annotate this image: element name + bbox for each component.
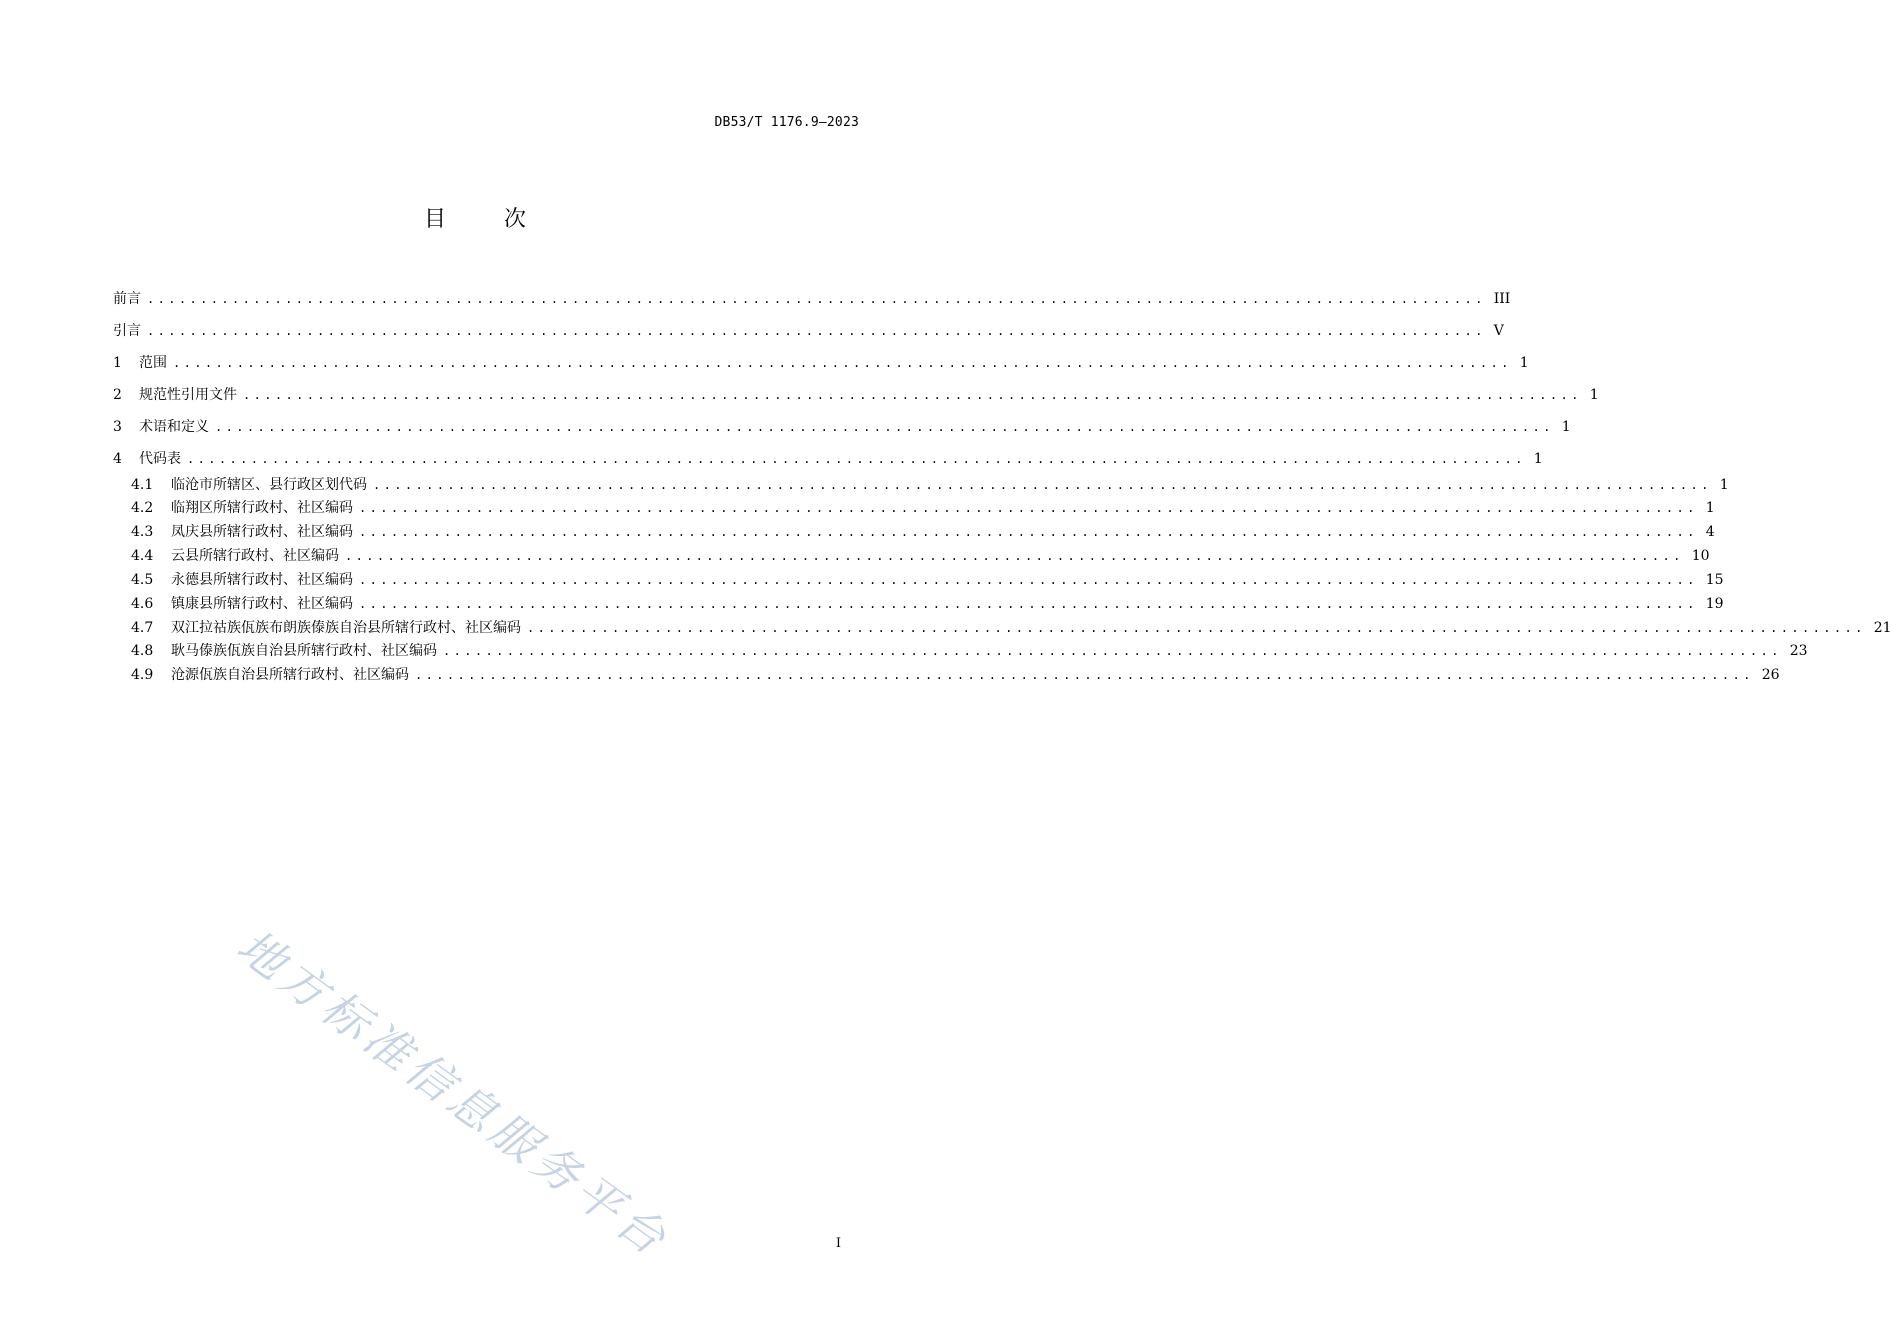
toc-label: 引言 (113, 323, 141, 339)
toc-leader: .............................................................................................................................. (373, 478, 1712, 492)
toc-label: 耿马傣族佤族自治县所辖行政村、社区编码 (171, 643, 437, 659)
toc-label: 临翔区所辖行政村、社区编码 (171, 500, 353, 516)
toc-entry-4-6[interactable] (131, 594, 1724, 614)
toc-number: 4 (113, 451, 122, 467)
toc-number: 4.5 (131, 572, 154, 588)
toc-leader: .............................................................................................................................. (345, 549, 1684, 563)
toc-number: 1 (113, 355, 122, 371)
toc-page: 15 (1705, 572, 1724, 588)
toc-number: 4.6 (131, 596, 154, 612)
toc-label: 永德县所辖行政村、社区编码 (171, 572, 353, 588)
toc-page: 1 (1533, 451, 1543, 467)
toc-number: 4.1 (131, 477, 154, 493)
toc-number: 2 (113, 387, 122, 403)
toc-leader: .............................................................................................................................. (359, 501, 1698, 515)
toc-number: 4.7 (131, 620, 154, 636)
toc-leader: .............................................................................................................................. (527, 621, 1866, 635)
toc-entry-4-3[interactable] (131, 522, 1715, 542)
toc-leader: .............................................................................................................................. (359, 597, 1698, 611)
toc-leader: .............................................................................................................................. (215, 420, 1554, 434)
toc-label: 双江拉祜族佤族布朗族傣族自治县所辖行政村、社区编码 (171, 620, 521, 636)
toc-entry-4-2[interactable] (131, 498, 1715, 518)
document-code: DB53/T 1176.9—2023 (714, 115, 859, 130)
toc-label: 术语和定义 (139, 419, 209, 435)
toc-page: V (1493, 323, 1504, 339)
page-number: I (835, 1236, 841, 1251)
page-title: 目次 (423, 207, 584, 232)
toc-leader: .............................................................................................................................. (147, 324, 1486, 338)
toc-number: 4.4 (131, 548, 154, 564)
toc-label: 凤庆县所辖行政村、社区编码 (171, 524, 353, 540)
toc-entry-introduction[interactable] (113, 321, 1504, 341)
toc-leader: .............................................................................................................................. (359, 525, 1698, 539)
toc-entry-4-8[interactable] (131, 641, 1808, 661)
toc-page: 26 (1761, 667, 1780, 683)
toc-leader: .............................................................................................................................. (187, 452, 1526, 466)
toc-number: 4.9 (131, 667, 154, 683)
toc-entry-4-5[interactable] (131, 570, 1724, 590)
toc-leader: .............................................................................................................................. (359, 573, 1698, 587)
toc-label: 规范性引用文件 (139, 387, 237, 403)
toc-number: 3 (113, 419, 122, 435)
toc-page: 23 (1789, 643, 1808, 659)
toc-entry-4-4[interactable] (131, 546, 1710, 566)
toc-entry-4[interactable] (113, 449, 1543, 469)
toc-page: 4 (1705, 524, 1715, 540)
toc-label: 范围 (139, 355, 167, 371)
toc-leader: .............................................................................................................................. (243, 388, 1582, 402)
toc-label: 镇康县所辖行政村、社区编码 (171, 596, 353, 612)
toc-entry-4-9[interactable] (131, 665, 1780, 685)
toc-leader: .............................................................................................................................. (443, 644, 1782, 658)
toc-label: 前言 (113, 291, 141, 307)
toc-entry-3[interactable] (113, 417, 1571, 437)
toc-leader: .............................................................................................................................. (173, 356, 1512, 370)
toc-page: 1 (1589, 387, 1599, 403)
toc-page: III (1493, 291, 1511, 307)
toc-page: 19 (1705, 596, 1724, 612)
toc-entry-4-1[interactable] (131, 475, 1729, 495)
toc-number: 4.8 (131, 643, 154, 659)
toc-label: 云县所辖行政村、社区编码 (171, 548, 339, 564)
watermark: 地方标准信息服务平台 (227, 918, 680, 1268)
toc-number: 4.3 (131, 524, 154, 540)
toc-leader: .............................................................................................................................. (415, 668, 1754, 682)
toc-page: 1 (1705, 500, 1715, 516)
toc-number: 4.2 (131, 500, 154, 516)
toc-label: 沧源佤族自治县所辖行政村、社区编码 (171, 667, 409, 683)
toc-page: 1 (1561, 419, 1571, 435)
toc-entry-2[interactable] (113, 385, 1599, 405)
toc-entry-4-7[interactable] (131, 618, 1892, 638)
toc-entry-1[interactable] (113, 353, 1529, 373)
toc-label: 临沧市所辖区、县行政区划代码 (171, 477, 367, 493)
toc-entry-foreword[interactable] (113, 289, 1511, 309)
toc-page: 21 (1873, 620, 1892, 636)
toc-label: 代码表 (139, 451, 181, 467)
toc-page: 10 (1691, 548, 1710, 564)
toc-page: 1 (1719, 477, 1729, 493)
toc-leader: .............................................................................................................................. (147, 292, 1486, 306)
toc-page: 1 (1519, 355, 1529, 371)
